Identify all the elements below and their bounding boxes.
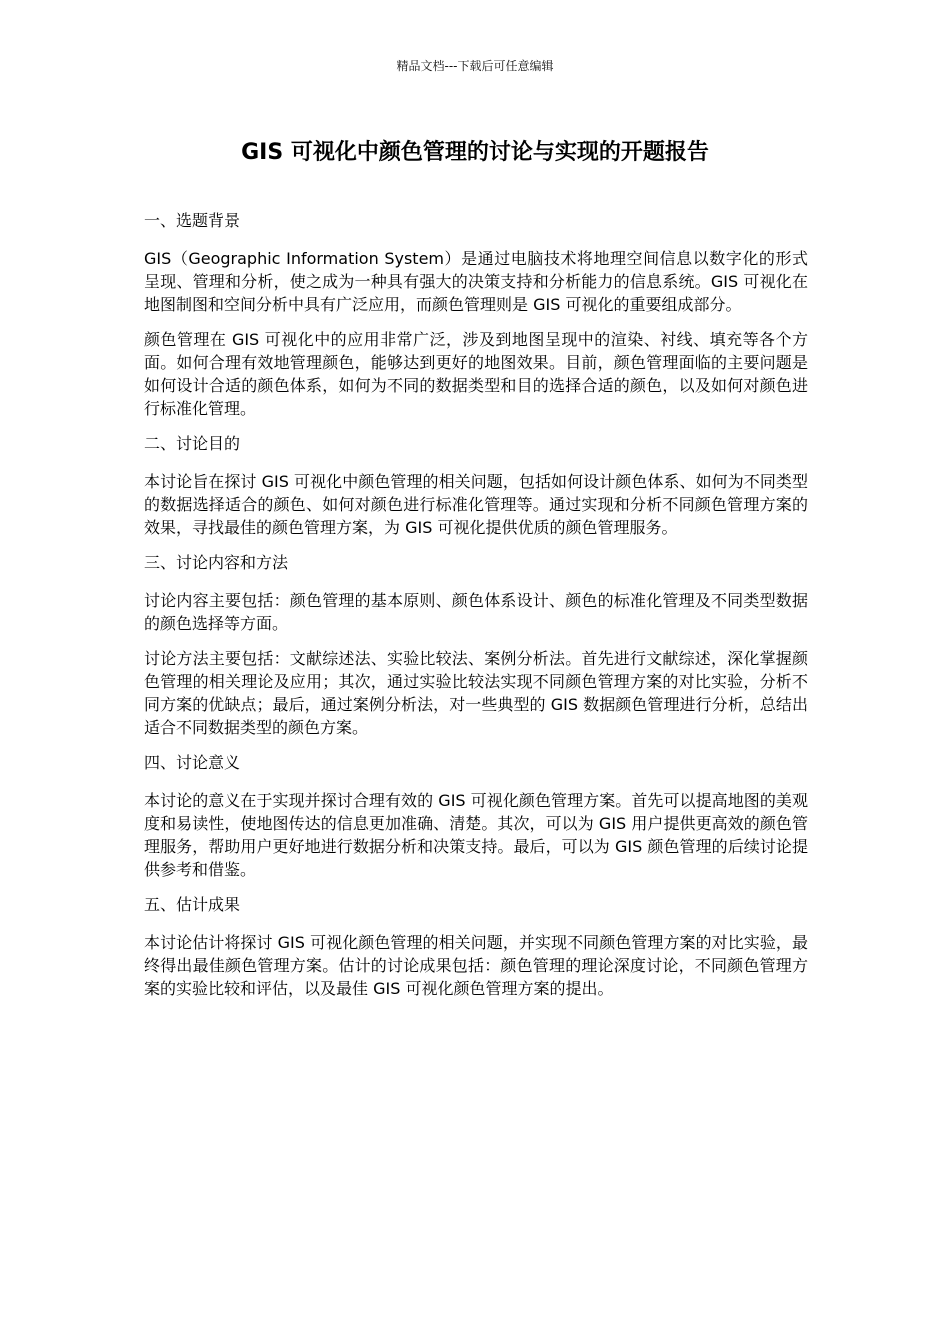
section-heading: 三、讨论内容和方法 xyxy=(144,553,289,572)
section-heading: 四、讨论意义 xyxy=(144,753,241,772)
paragraph: 颜色管理在 GIS 可视化中的应用非常广泛，涉及到地图呈现中的渲染、衬线、填充等各个方面。如何合理有效地管理颜色，能够达到更好的地图效果。目前，颜色管理面临的主要问题是如何设计合适的颜色体系，如何为不同的数据类型和目的选择合适的颜色，以及如何对颜色进行标准化管理。 xyxy=(144,330,808,418)
document-body xyxy=(144,209,808,1012)
section-purpose xyxy=(144,432,808,539)
paragraph: 本讨论的意义在于实现并探讨合理有效的 GIS 可视化颜色管理方案。首先可以提高地图的美观度和易读性，使地图传达的信息更加准确、清楚。其次，可以为 GIS 用户提供更高效的颜色管理服务，帮助用户更好地进行数据分析和决策支持。最后，可以为 GIS 颜色管理的后续讨论提供参考和借鉴。 xyxy=(144,791,808,879)
paragraph: 本讨论估计将探讨 GIS 可视化颜色管理的相关问题，并实现不同颜色管理方案的对比实验，最终得出最佳颜色管理方案。估计的讨论成果包括：颜色管理的理论深度讨论，不同颜色管理方案的实验比较和评估，以及最佳 GIS 可视化颜色管理方案的提出。 xyxy=(144,933,808,998)
paragraph: 本讨论旨在探讨 GIS 可视化中颜色管理的相关问题，包括如何设计颜色体系、如何为不同类型的数据选择适合的颜色、如何对颜色进行标准化管理等。通过实现和分析不同颜色管理方案的效果，寻找最佳的颜色管理方案，为 GIS 可视化提供优质的颜色管理服务。 xyxy=(144,472,808,537)
header-note: 精品文档---下载后可任意编辑 xyxy=(396,59,554,73)
paragraph: GIS（Geographic Information System）是通过电脑技术将地理空间信息以数字化的形式呈现、管理和分析，使之成为一种具有强大的决策支持和分析能力的信息系统。GIS 可视化在地图制图和空间分析中具有广泛应用，而颜色管理则是 GIS 可视化的重要组成部分。 xyxy=(144,249,808,314)
paragraph: 讨论内容主要包括：颜色管理的基本原则、颜色体系设计、颜色的标准化管理及不同类型数据的颜色选择等方面。 xyxy=(144,591,808,633)
document-title: GIS 可视化中颜色管理的讨论与实现的开题报告 xyxy=(241,140,709,165)
section-background xyxy=(144,209,808,420)
section-heading: 二、讨论目的 xyxy=(144,434,241,453)
section-heading: 五、估计成果 xyxy=(144,895,241,914)
section-heading: 一、选题背景 xyxy=(144,211,241,230)
section-significance xyxy=(144,751,808,881)
paragraph: 讨论方法主要包括：文献综述法、实验比较法、案例分析法。首先进行文献综述，深化掌握颜色管理的相关理论及应用；其次，通过实验比较法实现不同颜色管理方案的对比实验，分析不同方案的优缺点；最后，通过案例分析法，对一些典型的 GIS 数据颜色管理进行分析，总结出适合不同数据类型的颜色方案。 xyxy=(144,649,808,737)
section-content-method xyxy=(144,551,808,739)
section-expected-results xyxy=(144,893,808,1000)
